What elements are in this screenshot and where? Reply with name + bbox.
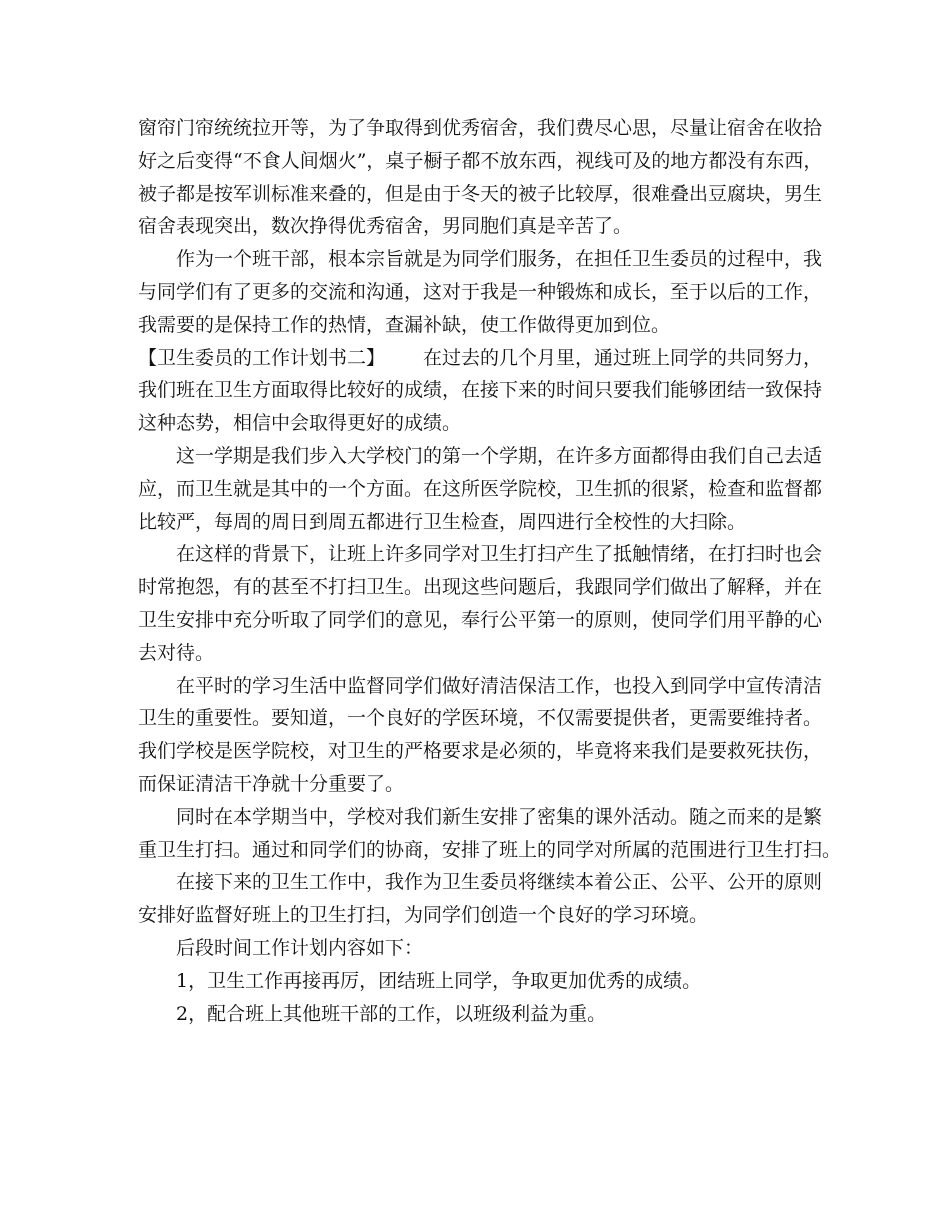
text-segment: 在过去的几个月里，通过班上同学的共同努力， <box>423 346 823 369</box>
text-line: 这种态势，相信中会取得更好的成绩。 <box>138 412 462 435</box>
list-item: 1，卫生工作再接再厉，团结班上同学，争取更加优秀的成绩。 <box>176 969 702 992</box>
paragraph-start-line: 同时在本学期当中，学校对我们新生安排了密集的课外活动。随之而来的是繁 <box>176 805 823 828</box>
paragraph-start-line: 作为一个班干部，根本宗旨就是为同学们服务，在担任卫生委员的过程中，我 <box>176 248 823 271</box>
text-line: 卫生的重要性。要知道，一个良好的学医环境，不仅需要提供者，更需要维持者。 <box>138 707 823 730</box>
text-line: 宿舍表现突出，数次挣得优秀宿舍，男同胞们真是辛苦了。 <box>138 215 633 238</box>
text-line: 比较严，每周的周日到周五都进行卫生检查，周四进行全校性的大扫除。 <box>138 510 747 533</box>
paragraph-start-line: 在接下来的卫生工作中，我作为卫生委员将继续本着公正、公平、公开的原则 <box>176 871 823 894</box>
paragraph-start-line: 在这样的背景下，让班上许多同学对卫生打扫产生了抵触情绪，在打扫时也会 <box>176 543 823 566</box>
text-line: 我需要的是保持工作的热情，查漏补缺，使工作做得更加到位。 <box>138 313 671 336</box>
text-line: 与同学们有了更多的交流和沟通，这对于我是一种锻炼和成长，至于以后的工作， <box>138 280 823 303</box>
text-line: 窗帘门帘统统拉开等，为了争取得到优秀宿舍，我们费尽心思，尽量让宿舍在收拾 <box>138 117 823 139</box>
text-line: 去对待。 <box>138 641 215 664</box>
section-heading: 【卫生委员的工作计划书二】 <box>138 346 386 369</box>
list-item: 2，配合班上其他班干部的工作，以班级利益为重。 <box>176 1002 607 1025</box>
text-line: 安排好监督好班上的卫生打扫，为同学们创造一个良好的学习环境。 <box>138 904 709 927</box>
text-line: 卫生安排中充分听取了同学们的意见，奉行公平第一的原则，使同学们用平静的心 <box>138 608 823 631</box>
text-line: 好之后变得“不食人间烟火”，桌子橱子都不放东西，视线可及的地方都没有东西， <box>138 149 823 172</box>
plan-intro-line: 后段时间工作计划内容如下： <box>176 936 424 959</box>
text-line: 被子都是按军训标准来叠的，但是由于冬天的被子比较厚，很难叠出豆腐块，男生 <box>138 182 823 205</box>
text-line: 而保证清洁干净就十分重要了。 <box>138 772 405 795</box>
text-line: 我们班在卫生方面取得比较好的成绩，在接下来的时间只要我们能够团结一致保持 <box>138 379 823 402</box>
paragraph-start-line: 这一学期是我们步入大学校门的第一个学期，在许多方面都得由我们自己去适 <box>176 444 823 467</box>
paragraph-start-line: 在平时的学习生活中监督同学们做好清洁保洁工作，也投入到同学中宣传清洁 <box>176 674 823 697</box>
text-line: 我们学校是医学院校，对卫生的严格要求是必须的，毕竟将来我们是要救死扶伤， <box>138 740 823 763</box>
text-line: 时常抱怨，有的甚至不打扫卫生。出现这些问题后，我跟同学们做出了解释，并在 <box>138 576 823 599</box>
section-heading-line <box>138 342 828 375</box>
document-body <box>138 112 842 1030</box>
text-line: 应，而卫生就是其中的一个方面。在这所医学院校，卫生抓的很紧，检查和监督都 <box>138 477 823 500</box>
text-line: 重卫生打扫。通过和同学们的协商，安排了班上的同学对所属的范围进行卫生打扫。 <box>138 838 842 861</box>
